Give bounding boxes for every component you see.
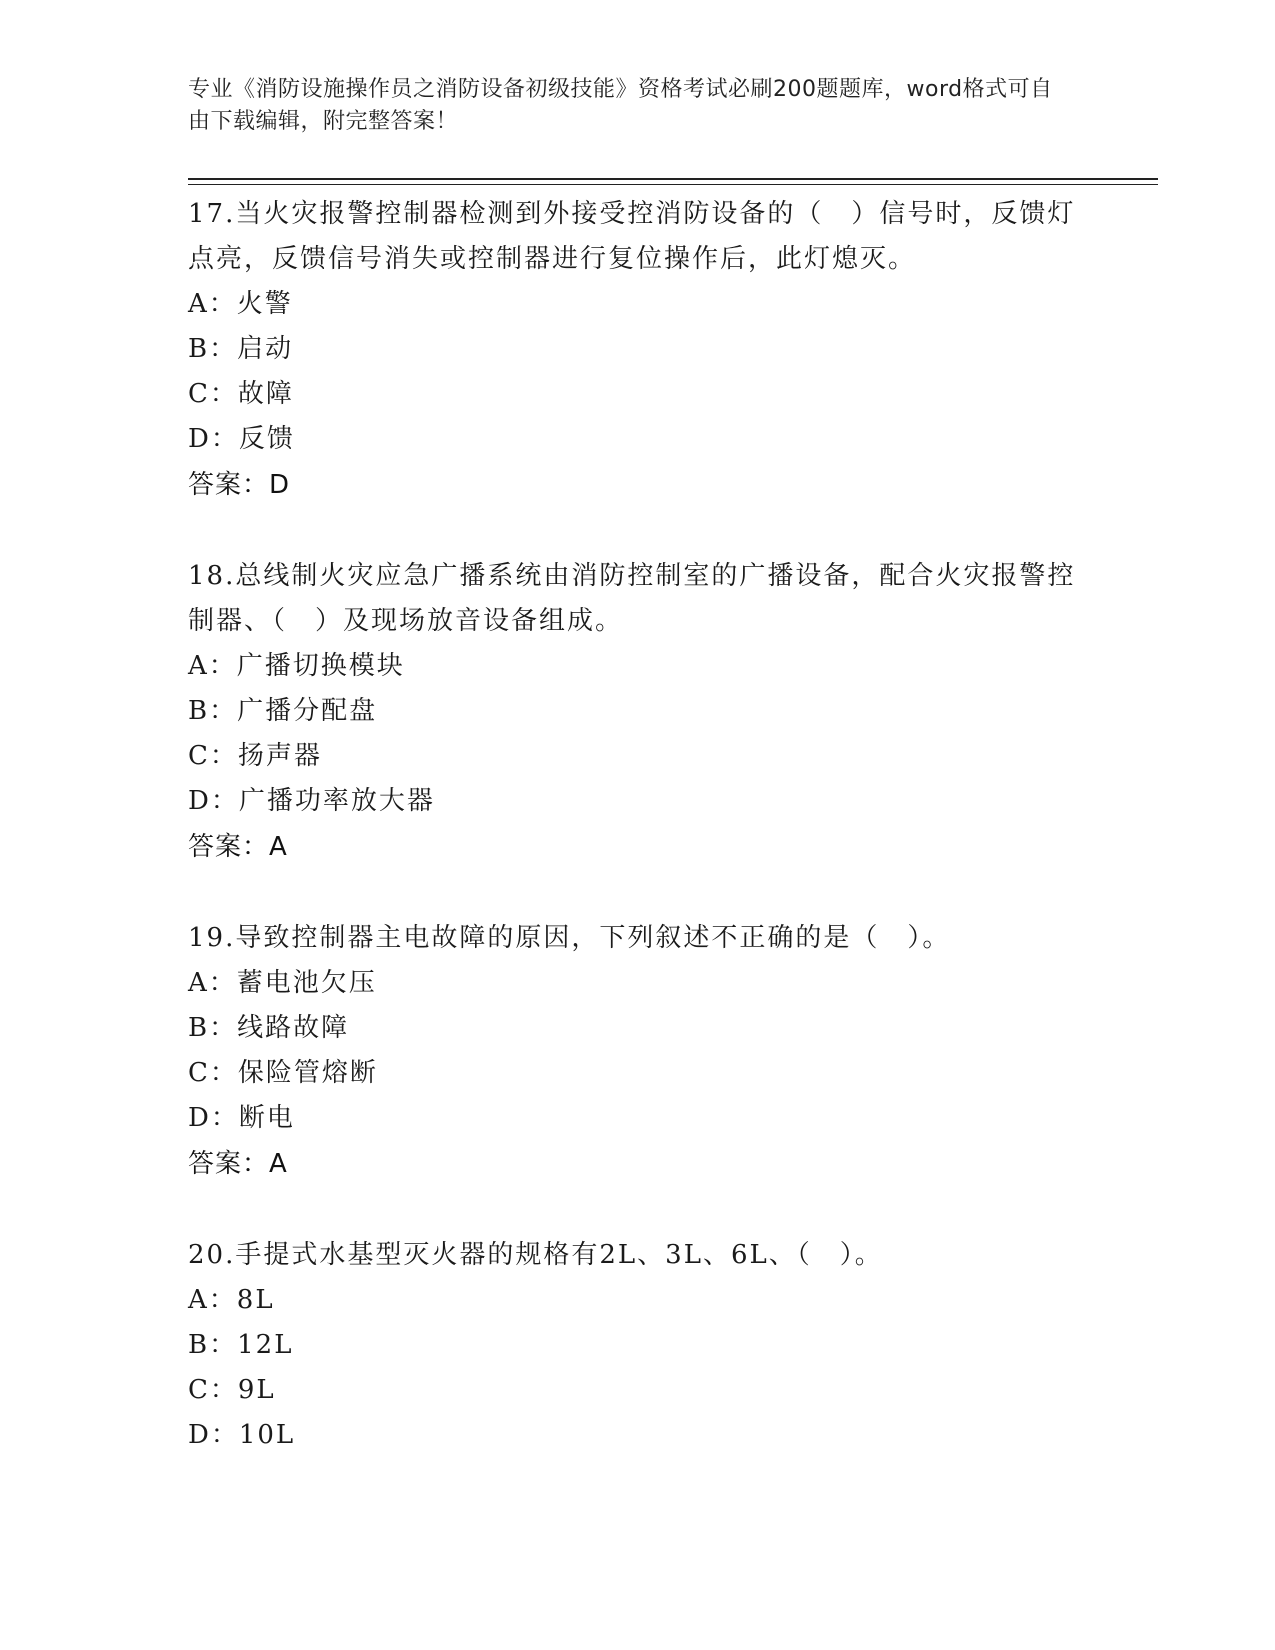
option-b: B：启动: [188, 334, 294, 364]
question-list: [188, 192, 1088, 1458]
option-a: A：8L: [188, 1285, 275, 1315]
option-d: D：广播功率放大器: [188, 786, 435, 816]
question-stem: 20.手提式水基型灭火器的规格有2L、3L、6L、（ ）。: [188, 1240, 883, 1270]
answer: 答案：D: [188, 470, 291, 500]
option-c: C：扬声器: [188, 741, 322, 771]
option-a: A：蓄电池欠压: [188, 968, 377, 998]
document-header: 专业《消防设施操作员之消防设备初级技能》资格考试必刷200题题库，word格式可自由下载编辑，附完整答案！: [188, 77, 1053, 134]
option-d: D：反馈: [188, 424, 295, 454]
option-d: D：10L: [188, 1420, 296, 1450]
option-c: C：故障: [188, 379, 294, 409]
option-b: B：广播分配盘: [188, 696, 378, 726]
option-a: A：火警: [188, 289, 293, 319]
option-a: A：广播切换模块: [188, 651, 405, 681]
answer: 答案：A: [188, 832, 288, 862]
question-stem: 19.导致控制器主电故障的原因，下列叙述不正确的是（ ）。: [188, 923, 951, 953]
option-c: C：9L: [188, 1375, 276, 1405]
option-d: D：断电: [188, 1103, 295, 1133]
question-stem: 18.总线制火灾应急广播系统由消防控制室的广播设备，配合火灾报警控制器、（ ）及现场放音设备组成。: [188, 561, 1076, 636]
header-divider-thin: [188, 184, 1158, 185]
question-20: [188, 1233, 1088, 1458]
header-divider: [188, 178, 1158, 180]
question-19: [188, 916, 1088, 1187]
option-b: B：12L: [188, 1330, 294, 1360]
answer: 答案：A: [188, 1149, 288, 1179]
option-c: C：保险管熔断: [188, 1058, 378, 1088]
option-b: B：线路故障: [188, 1013, 350, 1043]
question-17: [188, 192, 1088, 508]
question-18: [188, 554, 1088, 870]
question-stem: 17.当火灾报警控制器检测到外接受控消防设备的（ ）信号时，反馈灯点亮，反馈信号消失或控制器进行复位操作后，此灯熄灭。: [188, 199, 1076, 274]
